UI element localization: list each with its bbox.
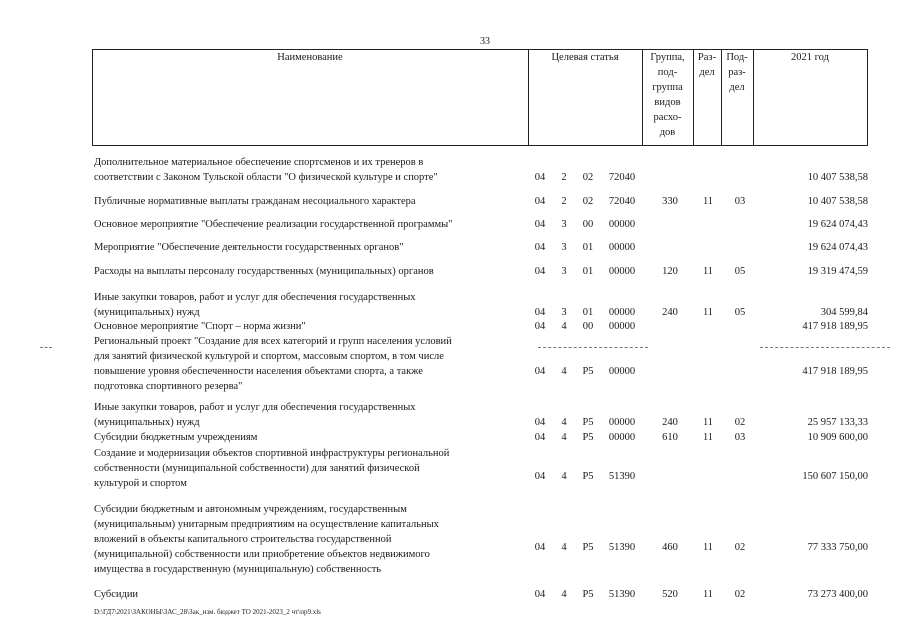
row-sub: 02 xyxy=(734,589,746,600)
row-sec: 11 xyxy=(702,417,714,428)
row-amount: 10 407 538,58 xyxy=(807,196,868,207)
row-sub: 03 xyxy=(734,196,746,207)
row-c1: 04 xyxy=(534,196,546,207)
header-section: Раз- дел xyxy=(697,52,717,78)
row-sec: 11 xyxy=(702,266,714,277)
row-c3: 00 xyxy=(582,219,594,230)
row-name: Публичные нормативные выплаты гражданам несоциального характера xyxy=(94,196,416,207)
page-number: 33 xyxy=(480,36,490,47)
row-name: Иные закупки товаров, работ и услуг для обеспечения государственных (муниципальных) нужд xyxy=(94,402,416,428)
row-c4: 51390 xyxy=(608,542,636,553)
row-name: Дополнительное материальное обеспечение спортсменов и их тренеров в соответствии с Законом Тульской области "О физической культуре и спорте" xyxy=(94,157,438,183)
row-c1: 04 xyxy=(534,417,546,428)
row-grp: 240 xyxy=(662,307,678,318)
row-name: Расходы на выплаты персоналу государственных (муниципальных) органов xyxy=(94,266,434,277)
row-c2: 4 xyxy=(561,321,567,332)
row-c3: 01 xyxy=(582,242,594,253)
row-c2: 2 xyxy=(561,172,567,183)
row-c2: 4 xyxy=(561,589,567,600)
file-path-footer: D:\ГД7\2021\ЗАКОНЫ\ЗАС_28\Зак_изм. бюджет ТО 2021-2023_2 чт\пр9.xls xyxy=(94,608,321,616)
row-c1: 04 xyxy=(534,266,546,277)
row-c2: 3 xyxy=(561,219,567,230)
row-c2: 3 xyxy=(561,266,567,277)
row-c3: 02 xyxy=(582,172,594,183)
row-grp: 610 xyxy=(662,432,678,443)
row-grp: 520 xyxy=(662,589,678,600)
row-sub: 05 xyxy=(734,307,746,318)
row-c2: 4 xyxy=(561,366,567,377)
row-c4: 72040 xyxy=(608,172,636,183)
row-grp: 240 xyxy=(662,417,678,428)
row-name: Создание и модернизация объектов спортивной инфраструктуры региональной собственности (муниципальной собственности) для занятий физической культурой и спортом xyxy=(94,448,450,489)
row-name: Субсидии бюджетным учреждениям xyxy=(94,432,258,443)
row-c4: 00000 xyxy=(608,432,636,443)
row-c3: Р5 xyxy=(582,542,594,553)
row-grp: 120 xyxy=(662,266,678,277)
row-c1: 04 xyxy=(534,172,546,183)
row-sec: 11 xyxy=(702,196,714,207)
row-name: Иные закупки товаров, работ и услуг для обеспечения государственных (муниципальных) нужд xyxy=(94,292,416,318)
row-name: Субсидии xyxy=(94,589,139,600)
row-c3: Р5 xyxy=(582,471,594,482)
row-name: Мероприятие "Обеспечение деятельности государственных органов" xyxy=(94,242,404,253)
row-c2: 3 xyxy=(561,242,567,253)
row-amount: 25 957 133,33 xyxy=(807,417,868,428)
row-sub: 03 xyxy=(734,432,746,443)
row-c3: Р5 xyxy=(582,432,594,443)
row-sec: 11 xyxy=(702,542,714,553)
row-amount: 19 319 474,59 xyxy=(807,266,868,277)
row-name: Основное мероприятие "Спорт – норма жизни" xyxy=(94,321,306,332)
row-c3: Р5 xyxy=(582,366,594,377)
row-c3: Р5 xyxy=(582,417,594,428)
row-c3: 00 xyxy=(582,321,594,332)
row-c2: 4 xyxy=(561,542,567,553)
row-sub: 05 xyxy=(734,266,746,277)
row-c1: 04 xyxy=(534,242,546,253)
row-sub: 02 xyxy=(734,542,746,553)
row-c4: 00000 xyxy=(608,266,636,277)
row-c3: Р5 xyxy=(582,589,594,600)
row-amount: 19 624 074,43 xyxy=(807,242,868,253)
header-target: Целевая статья xyxy=(551,52,619,63)
row-amount: 304 599,84 xyxy=(820,307,868,318)
row-c4: 51390 xyxy=(608,471,636,482)
row-c1: 04 xyxy=(534,432,546,443)
row-amount: 73 273 400,00 xyxy=(807,589,868,600)
row-c4: 00000 xyxy=(608,307,636,318)
row-c3: 01 xyxy=(582,307,594,318)
row-amount: 150 607 150,00 xyxy=(802,471,868,482)
row-sec: 11 xyxy=(702,432,714,443)
header-name: Наименование xyxy=(277,52,343,63)
row-c4: 00000 xyxy=(608,417,636,428)
header-year: 2021 год xyxy=(791,52,829,63)
row-amount: 417 918 189,95 xyxy=(802,366,868,377)
row-amount: 417 918 189,95 xyxy=(802,321,868,332)
header-subsection: Под- раз- дел xyxy=(726,52,748,93)
row-c2: 2 xyxy=(561,196,567,207)
row-name: Субсидии бюджетным и автономным учреждениям, государственным (муниципальным) унитарным предприятиям на осуществление капитальных вложений в объекты капитального строительства государственной (муниципальной) собственности или приобретение объектов недвижимого имущества в государственную (муниципальную) собственность xyxy=(94,504,439,575)
row-c3: 02 xyxy=(582,196,594,207)
row-c2: 4 xyxy=(561,471,567,482)
row-c4: 51390 xyxy=(608,589,636,600)
row-grp: 330 xyxy=(662,196,678,207)
row-c1: 04 xyxy=(534,219,546,230)
row-c4: 00000 xyxy=(608,219,636,230)
row-amount: 19 624 074,43 xyxy=(807,219,868,230)
row-c1: 04 xyxy=(534,542,546,553)
row-c1: 04 xyxy=(534,307,546,318)
row-c3: 01 xyxy=(582,266,594,277)
row-c1: 04 xyxy=(534,321,546,332)
row-grp: 460 xyxy=(662,542,678,553)
row-c2: 3 xyxy=(561,307,567,318)
row-name: Региональный проект "Создание для всех категорий и групп населения условий для занятий физической культурой и спортом, массовым спортом, в том числе повышение уровня обеспеченности населения объектами спорта, а также подготовка спортивного резерва" xyxy=(94,336,452,392)
scan-mark xyxy=(760,347,890,349)
row-amount: 10 909 600,00 xyxy=(807,432,868,443)
row-sub: 02 xyxy=(734,417,746,428)
row-c4: 00000 xyxy=(608,321,636,332)
row-c4: 72040 xyxy=(608,196,636,207)
row-c1: 04 xyxy=(534,366,546,377)
row-amount: 10 407 538,58 xyxy=(807,172,868,183)
header-group: Группа, под- группа видов расхо- дов xyxy=(650,52,685,138)
row-c4: 00000 xyxy=(608,242,636,253)
row-c2: 4 xyxy=(561,432,567,443)
row-c1: 04 xyxy=(534,471,546,482)
row-name: Основное мероприятие "Обеспечение реализации государственной программы" xyxy=(94,219,453,230)
row-sec: 11 xyxy=(702,589,714,600)
row-c1: 04 xyxy=(534,589,546,600)
row-c4: 00000 xyxy=(608,366,636,377)
row-sec: 11 xyxy=(702,307,714,318)
scan-mark xyxy=(538,347,648,349)
scan-mark xyxy=(40,347,52,349)
row-amount: 77 333 750,00 xyxy=(807,542,868,553)
row-c2: 4 xyxy=(561,417,567,428)
